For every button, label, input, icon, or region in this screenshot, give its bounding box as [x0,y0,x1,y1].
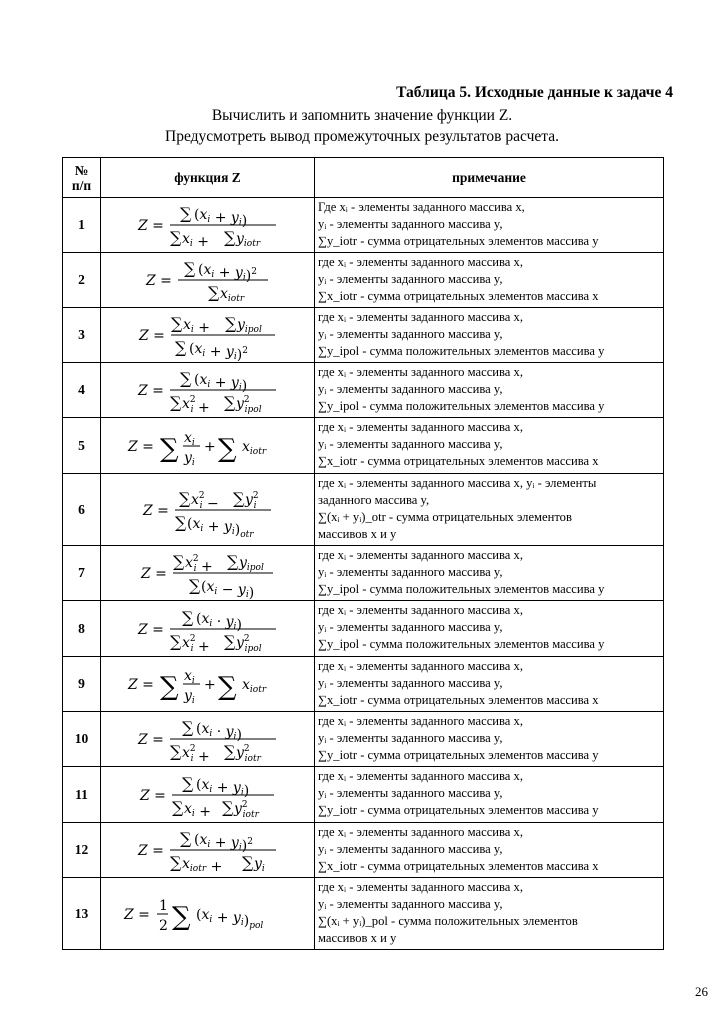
formula-cell [101,878,315,950]
note-line: yᵢ - элементы заданного массива y, [318,897,503,911]
svg-text:(xi + yi)pol: $(x_i + y_i)_{pol}$ [195,906,263,931]
table-row [63,657,664,712]
svg-text:∑: ∑ [169,742,181,761]
note-cell [315,546,664,601]
row-number: 3 [63,308,101,363]
note-line: ∑y_iotr - сумма отрицательных элементов массива y [318,803,599,817]
note-cell [315,878,664,950]
svg-text:∑: ∑ [171,797,183,817]
row-number: 2 [63,253,101,308]
formula-cell [101,712,315,767]
table-row [63,601,664,657]
note-line: где xᵢ - элементы заданного массива x, [318,769,523,783]
note-line: массивов x и y [318,527,397,541]
svg-text:Z =: Z = [140,566,167,582]
note-line: yᵢ - элементы заданного массива y, [318,842,503,856]
svg-text:∑: ∑ [232,488,244,508]
row-number: 11 [63,767,101,823]
note-line: yᵢ - элементы заданного массива y, [318,217,503,231]
note-line: yᵢ - элементы заданного массива y, [318,382,503,396]
table-row [63,253,664,308]
svg-text:yi: $y_i$ [183,688,195,706]
note-cell [315,308,664,363]
svg-text:∑: ∑ [179,204,191,223]
row-number: 1 [63,198,101,253]
svg-text:(xi + yi)2: $(x_i + y_i)^2$ [188,341,248,363]
note-line: где xᵢ - элементы заданного массива x, [318,310,523,324]
note-line: ∑y_ipol - сумма положительных элементов массива y [318,582,605,596]
row-number: 6 [63,474,101,546]
note-line: yᵢ - элементы заданного массива y, [318,676,503,690]
svg-text:∑: ∑ [223,393,235,412]
table-row [63,712,664,767]
formula-cell [101,601,315,657]
note-line: заданного массива y, [318,493,430,507]
svg-text:∑: ∑ [217,433,237,464]
table-row [63,878,664,950]
table-caption: Таблица 5. Исходные данные к задаче 4 [396,84,673,101]
note-line: ∑x_iotr - сумма отрицательных элементов массива x [318,693,599,707]
svg-text:y2ipol: $y^2$ ipol [235,633,262,654]
svg-text:Z =: Z = [145,273,172,289]
note-cell [315,767,664,823]
formula-cell [101,253,315,308]
note-line: yᵢ - элементы заданного массива y, [318,731,503,745]
note-line: yᵢ - элементы заданного массива y, [318,272,503,286]
svg-text:1: 1 [158,897,168,914]
svg-text:yi: $y_i$ [253,856,265,874]
svg-text:∑: ∑ [171,901,191,932]
note-cell [315,418,664,474]
note-line: ∑x_iotr - сумма отрицательных элементов массива x [318,289,599,303]
svg-text:Z =: Z = [142,502,169,519]
svg-text:∑: ∑ [169,853,181,872]
table-row [63,308,664,363]
note-line: ∑(xᵢ + yᵢ)_pol - сумма положительных элементов [318,914,578,928]
svg-text:Z =: Z = [137,732,164,748]
row-number: 12 [63,823,101,878]
row-number: 5 [63,418,101,474]
svg-text:∑: ∑ [181,607,193,627]
svg-text:Z =: Z = [137,383,164,399]
svg-text:∑: ∑ [226,552,238,571]
formula-cell [101,363,315,418]
formula-cell [101,308,315,363]
svg-text:(xi + yi)2: $(x_i + y_i)^2$ [193,832,253,854]
note-line: где xᵢ - элементы заданного массива x, yᵢ - элементы [318,476,597,490]
svg-text:(xi + yi): $(x_i + y_i)$ [193,207,247,229]
svg-text:∑: ∑ [181,718,193,737]
note-line: где xᵢ - элементы заданного массива x, [318,255,523,269]
note-line: ∑x_iotr - сумма отрицательных элементов массива x [318,859,599,873]
formula-cell [101,198,315,253]
row-number: 9 [63,657,101,712]
formula-cell [101,657,315,712]
svg-text:x2i +: $x^2$ i + [181,633,210,655]
svg-text:y2i: $y^2$ i [244,490,259,511]
svg-text:yipol: $y_{ipol}$ [238,555,264,573]
note-cell [315,657,664,712]
note-line: ∑y_ipol - сумма положительных элементов массива y [318,344,605,358]
table-row [63,823,664,878]
svg-text:∑: ∑ [217,672,237,702]
note-line: ∑y_iotr - сумма отрицательных элементов массива y [318,748,599,762]
svg-text:∑: ∑ [223,228,235,247]
note-cell [315,601,664,657]
table-row [63,767,664,823]
svg-text:y2iotr: $y^2$ iotr [233,799,259,820]
note-line: где xᵢ - элементы заданного массива x, [318,548,523,562]
svg-text:∑: ∑ [181,773,193,793]
svg-text:∑: ∑ [170,314,182,333]
note-line: yᵢ - элементы заданного массива y, [318,437,503,451]
note-line: ∑y_ipol - сумма положительных элементов массива y [318,399,605,413]
svg-text:∑: ∑ [172,552,184,571]
svg-text:yipol: $y_{ipol}$ [236,317,262,335]
svg-text:∑: ∑ [174,338,186,357]
note-line: yᵢ - элементы заданного массива y, [318,620,503,634]
note-line: ∑x_iotr - сумма отрицательных элементов массива x [318,454,599,468]
note-line: массивов x и y [318,931,397,945]
page-number: 26 [695,984,708,999]
note-cell [315,474,664,546]
svg-text:(xi · yi): $(x_i \cdot y_i)$ [195,610,242,633]
note-line: где xᵢ - элементы заданного массива x, [318,880,523,894]
svg-text:xi: $x_i$ [183,668,195,686]
note-line: ∑y_ipol - сумма положительных элементов массива y [318,637,605,651]
svg-text:Z =: Z = [137,621,164,638]
formula-cell [101,767,315,823]
svg-text:(xi · yi): $(x_i \cdot y_i)$ [195,721,242,743]
formula-cell [101,546,315,601]
svg-text:Z =: Z = [139,787,166,804]
formula-cell [101,418,315,474]
row-number: 8 [63,601,101,657]
table-row [63,363,664,418]
svg-text:∑: ∑ [169,631,181,651]
svg-text:x2i +: $x^2$ i + [181,744,210,765]
svg-text:Z =: Z = [138,328,165,344]
note-line: где xᵢ - элементы заданного массива x, [318,603,523,617]
row-number: 13 [63,878,101,950]
svg-text:∑: ∑ [169,228,181,247]
svg-text:(xi + yi): $(x_i + y_i)$ [193,372,247,394]
header-number: № п/п [63,158,101,198]
note-line: Где xᵢ - элементы заданного массива x, [318,200,525,214]
data-table [62,157,664,950]
svg-text:yi: $y_i$ [183,449,195,468]
svg-text:x2i +: $x^2$ i + [181,395,210,416]
task-line-2: Предусмотреть вывод промежуточных результатов расчета. [165,128,559,145]
svg-text:xi +: $x_i$ + [182,317,210,336]
svg-text:∑: ∑ [221,797,233,817]
note-cell [315,253,664,308]
svg-text:∑: ∑ [183,259,195,278]
svg-text:Z =: Z = [127,438,154,455]
svg-text:Z =: Z = [137,218,164,234]
svg-text:(xi + yi)otr: $(x_i + y_i)_{otr}$ [186,515,254,540]
svg-text:yiotr: $y_{iotr}$ [235,231,260,249]
svg-text:∑: ∑ [224,314,236,333]
svg-text:(xi + yi): $(x_i + y_i)$ [195,776,249,799]
note-line: ∑(xᵢ + yᵢ)_otr - сумма отрицательных элементов [318,510,572,524]
table-row [63,474,664,546]
formula-cell [101,823,315,878]
svg-text:xi +: $x_i$ + [183,800,211,820]
note-line: где xᵢ - элементы заданного массива x, [318,365,523,379]
svg-text:Z =: Z = [137,843,164,859]
header-function: функция Z [101,158,315,198]
svg-text:xi +: $x_i$ + [181,231,209,250]
svg-text:y2ipol: $y^2$ ipol [235,395,262,415]
svg-text:xiotr: $x_{iotr}$ [219,286,244,304]
svg-text:∑: ∑ [159,433,179,464]
table-header-row [63,158,664,198]
note-line: yᵢ - элементы заданного массива y, [318,786,503,800]
svg-text:x2i +: $x^2$ i + [184,554,213,575]
svg-text:∑: ∑ [188,576,200,595]
table-row [63,546,664,601]
svg-text:∑: ∑ [223,742,235,761]
note-line: где xᵢ - элементы заданного массива x, [318,714,523,728]
svg-text:+: + [203,677,216,693]
svg-text:∑: ∑ [178,488,190,508]
svg-text:(xi + yi)2: $(x_i + y_i)^2$ [197,262,257,284]
table-row [63,198,664,253]
note-line: yᵢ - элементы заданного массива y, [318,565,503,579]
formula-cell [101,474,315,546]
svg-text:xiotr +: $x_{iotr}$ + [181,856,222,875]
header-note: примечание [315,158,664,198]
svg-text:∑: ∑ [223,631,235,651]
svg-text:+: + [203,438,216,455]
note-cell [315,712,664,767]
svg-text:∑: ∑ [179,369,191,388]
task-line-1: Вычислить и запомнить значение функции Z. [211,107,513,124]
note-line: где xᵢ - элементы заданного массива x, [318,420,523,434]
svg-text:y2iotr: $y^2$ iotr [235,744,261,764]
note-cell [315,823,664,878]
svg-text:∑: ∑ [241,853,253,872]
svg-text:x2i −: $x^2$ i − [190,490,219,512]
svg-text:xiotr: $x_{iotr}$ [241,438,266,457]
svg-text:∑: ∑ [174,512,186,532]
note-line: где xᵢ - элементы заданного массива x, [318,825,523,839]
table-row [63,418,664,474]
svg-text:(xi − yi): $(x_i - y_i)$ [200,579,254,601]
svg-text:2: 2 [158,917,168,934]
row-number: 4 [63,363,101,418]
svg-text:∑: ∑ [159,672,179,702]
svg-text:∑: ∑ [207,283,219,302]
note-line: ∑y_iotr - сумма отрицательных элементов массива y [318,234,599,248]
svg-text:∑: ∑ [179,829,191,848]
svg-text:xiotr: $x_{iotr}$ [241,677,266,695]
svg-text:xi: $x_i$ [183,429,195,448]
note-line: yᵢ - элементы заданного массива y, [318,327,503,341]
svg-text:Z =: Z = [127,677,154,693]
note-line: где xᵢ - элементы заданного массива x, [318,659,523,673]
row-number: 10 [63,712,101,767]
note-cell [315,198,664,253]
row-number: 7 [63,546,101,601]
note-cell [315,363,664,418]
svg-text:Z =: Z = [123,906,150,923]
svg-text:∑: ∑ [169,393,181,412]
